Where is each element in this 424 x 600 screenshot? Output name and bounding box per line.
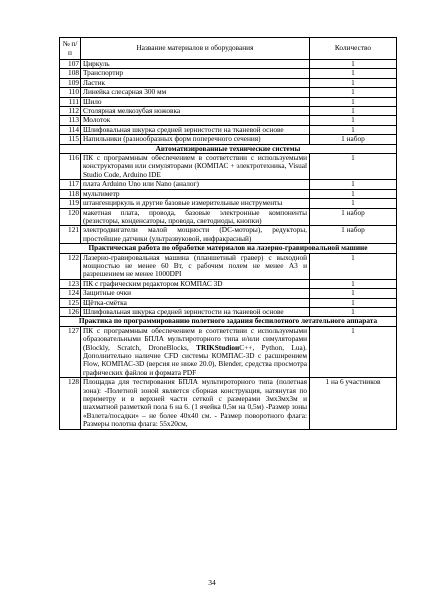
row-quantity: 1 (310, 97, 397, 106)
row-name-part-a: ПК с программным обеспечением в соответствии с используемыми образовательными БПЛА мультироторного типа и/или симуляторами (Blockly, Scratch, DroneBlocks, (83, 325, 307, 352)
rows-group-c (60, 253, 397, 317)
row-number: 121 (60, 226, 81, 244)
section-heading-automated-systems: Автоматизированные технические системы (60, 144, 397, 153)
header-name: Название материалов и оборудования (81, 38, 310, 60)
row-number: 114 (60, 125, 81, 134)
table-row (60, 135, 397, 144)
section-heading-uav-programming: Практика по программированию полетного задания беспилотного летательного аппарата (60, 317, 397, 326)
row-number: 126 (60, 307, 81, 316)
row-name: Площадка для тестирования БПЛА мультироторного типа (полетная зона): -Полетной зоной является сборная конструкция, натянутая по периметру и в верхней части сеткой с размерами 3мх3мх3м и шахматной разметкой пола 6 на 6. (1 ячейка 0,5м на 0,5м) -Размер зоны «Взлета/посадки» – не более 40х40 см. - Размер поворотного флага: Размеры полотна флага: 55х20см, (81, 378, 310, 429)
row-name: ПК с программным обеспечением в соответствии с используемыми конструкторами или симуляторами (КОМПАС + электротехника, Visual Studio Code, Arduino IDE (81, 154, 310, 180)
row-quantity: 1 (310, 78, 397, 87)
row-quantity: 1 (310, 298, 397, 307)
row-quantity: 1 (310, 116, 397, 125)
row-number: 117 (60, 180, 81, 189)
row-number: 127 (60, 326, 81, 377)
table-row (60, 180, 397, 189)
row-name: ПК с графическим редактором КОМПАС 3D (81, 279, 310, 288)
page-number: 34 (208, 578, 216, 587)
table-row (60, 326, 397, 377)
table-row (60, 289, 397, 298)
equipment-table (59, 37, 397, 430)
row-quantity: 1 набор (310, 226, 397, 244)
row-number: 109 (60, 78, 81, 87)
row-quantity: 1 набор (310, 135, 397, 144)
row-number: 108 (60, 69, 81, 78)
section-heading-row (60, 244, 397, 253)
row-number: 110 (60, 88, 81, 97)
row-quantity: 1 на 6 участников (310, 378, 397, 429)
row-name: Щётка-смётка (81, 298, 310, 307)
row-number: 123 (60, 279, 81, 288)
table-row (60, 208, 397, 226)
row-name: мультиметр (81, 189, 310, 198)
row-quantity: 1 (310, 189, 397, 198)
row-name: Транспортир (81, 69, 310, 78)
row-number: 113 (60, 116, 81, 125)
row-quantity: 1 (310, 69, 397, 78)
row-number: 112 (60, 107, 81, 116)
row-name: Столярная мелкозубая ножовка (81, 107, 310, 116)
table-row (60, 154, 397, 180)
table-row (60, 253, 397, 279)
row-number: 111 (60, 97, 81, 106)
row-number: 116 (60, 154, 81, 180)
row-name (81, 326, 310, 377)
row-number: 107 (60, 60, 81, 69)
row-quantity: 1 (310, 289, 397, 298)
row-name: Ластик (81, 78, 310, 87)
equipment-table-container (59, 37, 396, 430)
row-number: 120 (60, 208, 81, 226)
row-number: 119 (60, 199, 81, 208)
row-number: 125 (60, 298, 81, 307)
row-name: Шило (81, 97, 310, 106)
row-name: Линейка слесарная 300 мм (81, 88, 310, 97)
row-name: Циркуль (81, 60, 310, 69)
row-quantity: 1 набор (310, 208, 397, 226)
row-quantity: 1 (310, 60, 397, 69)
header-number: № п/п (60, 38, 81, 60)
row-quantity: 1 (310, 88, 397, 97)
row-number: 115 (60, 135, 81, 144)
section-heading-laser-engraving: Практическая работа по обработке материалов на лазерно-гравировальной машине (60, 244, 397, 253)
rows-group-b (60, 154, 397, 244)
row-name: Напильники (разнообразных форм поперечного сечения) (81, 135, 310, 144)
table-row (60, 88, 397, 97)
row-quantity: 1 (310, 326, 397, 377)
row-quantity: 1 (310, 199, 397, 208)
row-name: Лазерно-гравировальная машина (планшетный гравер) с выходной мощностью не менее 60 Вт, с рабочим полем не менее А3 и разрешением не менее 1000DPI (81, 253, 310, 279)
row-name: Защитные очки (81, 289, 310, 298)
row-name: Молоток (81, 116, 310, 125)
row-quantity: 1 (310, 253, 397, 279)
row-quantity: 1 (310, 279, 397, 288)
rows-group-a (60, 60, 397, 145)
row-quantity: 1 (310, 154, 397, 180)
row-name: Шлифовальная шкурка средней зернистости на тканевой основе (81, 307, 310, 316)
row-quantity: 1 (310, 107, 397, 116)
row-name: плата Arduino Uno или Nano (аналог) (81, 180, 310, 189)
row-quantity: 1 (310, 180, 397, 189)
table-row (60, 226, 397, 244)
table-row (60, 107, 397, 116)
row-number: 128 (60, 378, 81, 429)
row-name: электродвигатели малой мощности (DC-моторы), редукторы, простейшие датчики (ультразвуковой, инфракрасный) (81, 226, 310, 244)
row-name: Шлифовальная шкурка средней зернистости на тканевой основе (81, 125, 310, 134)
row-name-bold-part: TRIKStudioи (196, 342, 240, 352)
row-number: 118 (60, 189, 81, 198)
table-row (60, 116, 397, 125)
row-name: макетная плата, провода, базовые электронные компоненты (резисторы, конденсаторы, провода, светодиоды, кнопки) (81, 208, 310, 226)
table-header-row (60, 38, 397, 60)
row-quantity: 1 (310, 307, 397, 316)
row-number: 122 (60, 253, 81, 279)
row-name-part-b: C++, Python, Lua). Дополнительно наличие CFD системы КОМПАС-3D с расширением Flow, КОМПАС-3D (версия не ниже 20.0), Blender, средства просмотра графических файлов и формата PDF (83, 342, 307, 377)
header-quantity: Количество (310, 38, 397, 60)
row-quantity: 1 (310, 125, 397, 134)
row-number: 124 (60, 289, 81, 298)
row-name: штангенциркуль и другие базовые измерительные инструменты (81, 199, 310, 208)
table-row (60, 378, 397, 429)
table-row (60, 69, 397, 78)
table-row (60, 199, 397, 208)
